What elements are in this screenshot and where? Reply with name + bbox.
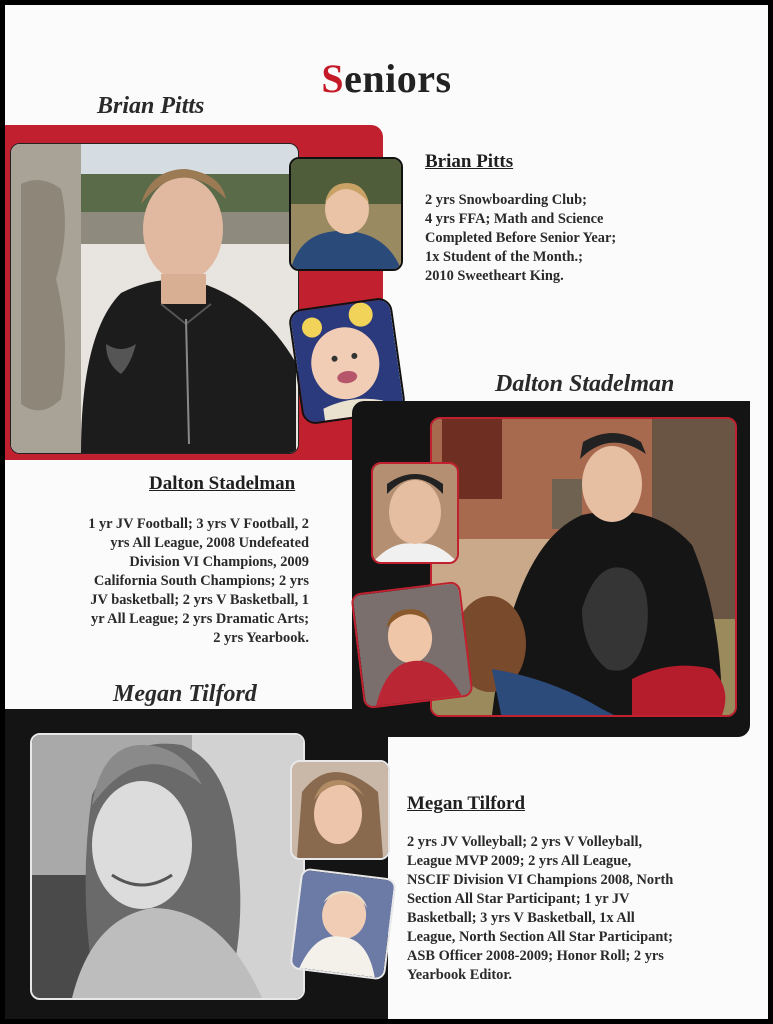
- bio-line: 1 yr JV Football; 3 yrs V Football, 2: [88, 516, 309, 532]
- bio-line: Completed Before Senior Year;: [425, 230, 617, 246]
- bio-line: League MVP 2009; 2 yrs All League,: [407, 853, 632, 869]
- bio-line: 2 yrs JV Volleyball; 2 yrs V Volleyball,: [407, 834, 643, 850]
- bio-line: NSCIF Division VI Champions 2008, North: [407, 872, 674, 888]
- bio-line: Basketball; 3 yrs V Basketball, 1x All: [407, 910, 635, 926]
- bio-line: Division VI Champions, 2009: [129, 554, 309, 570]
- dalton-bio: [45, 515, 309, 648]
- dalton-senior-portrait: [430, 417, 737, 717]
- bio-line: ASB Officer 2008-2009; Honor Roll; 2 yrs: [407, 948, 664, 964]
- bio-line: 4 yrs FFA; Math and Science: [425, 211, 604, 227]
- bio-line: League, North Section All Star Participant;: [407, 929, 673, 945]
- title-rest: eniors: [344, 56, 452, 101]
- bio-line: Section All Star Participant; 1 yr JV: [407, 891, 630, 907]
- bio-line: California South Champions; 2 yrs: [93, 573, 309, 589]
- brian-senior-portrait: [10, 143, 299, 454]
- bio-line: JV basketball; 2 yrs V Basketball, 1: [90, 592, 309, 608]
- yearbook-page: [5, 5, 768, 1019]
- bio-line: 2 yrs Yearbook.: [213, 630, 309, 646]
- megan-script-name: Megan Tilford: [113, 681, 257, 707]
- bio-line: Yearbook Editor.: [407, 967, 513, 983]
- dalton-bio-heading: Dalton Stadelman: [149, 473, 296, 494]
- megan-bio-heading: Megan Tilford: [407, 793, 526, 814]
- bio-line: yr All League; 2 yrs Dramatic Arts;: [91, 611, 309, 627]
- megan-bio: [407, 833, 673, 985]
- dalton-childhood-photo: [350, 581, 473, 710]
- dalton-script-name: Dalton Stadelman: [495, 371, 675, 397]
- megan-baby-photo: [289, 868, 397, 981]
- brian-childhood-photo: [289, 157, 403, 271]
- brian-bio-heading: Brian Pitts: [425, 151, 514, 172]
- dalton-headshot-photo: [371, 462, 459, 564]
- bio-line: yrs All League, 2008 Undefeated: [110, 535, 309, 551]
- brian-script-name: Brian Pitts: [97, 93, 205, 119]
- title-initial: S: [321, 56, 345, 101]
- bio-line: 2010 Sweetheart King.: [425, 268, 564, 284]
- bio-line: 1x Student of the Month.;: [425, 249, 583, 265]
- brian-bio: [425, 191, 616, 286]
- bio-line: 2 yrs Snowboarding Club;: [425, 192, 587, 208]
- megan-headshot-photo: [290, 760, 390, 860]
- megan-senior-portrait: [30, 733, 305, 1000]
